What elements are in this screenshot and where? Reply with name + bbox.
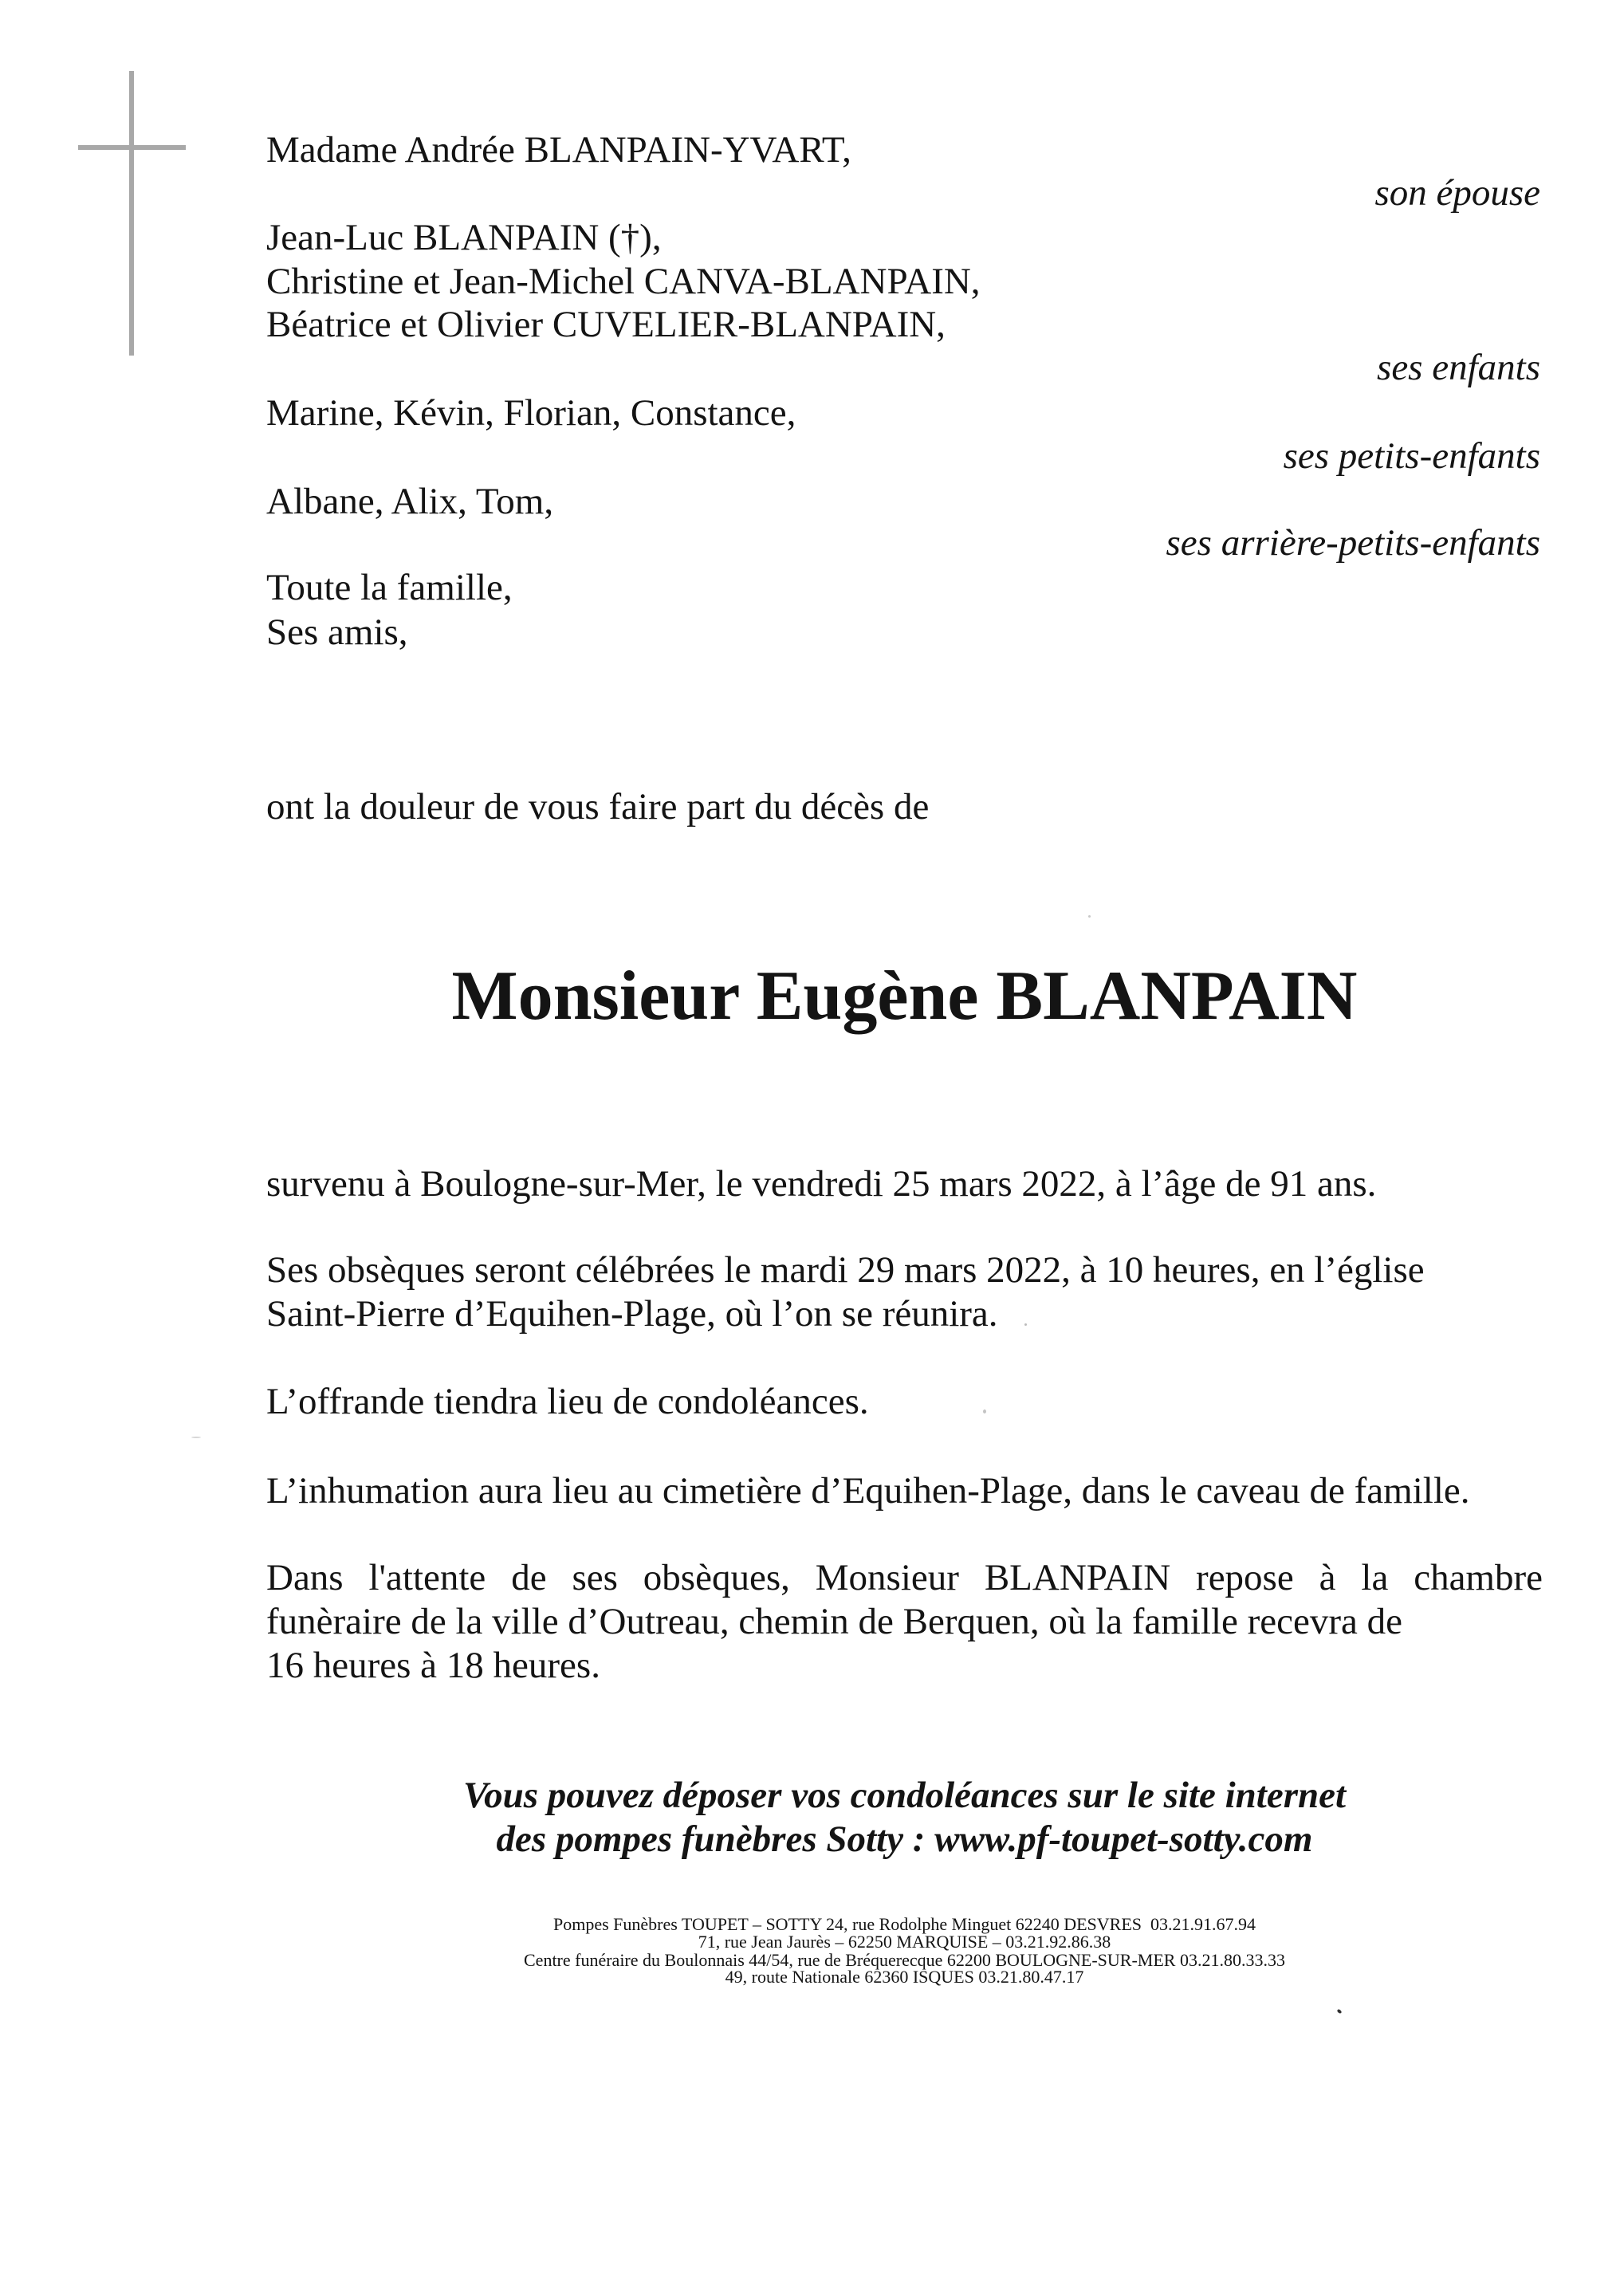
relation-label-grandchildren: ses petits-enfants [1283,435,1540,477]
cross-horizontal-bar [78,145,186,150]
scan-speck [1088,915,1091,918]
scan-speck [1336,2009,1342,2015]
grandchildren-names: Marine, Kévin, Florian, Constance, [266,392,796,434]
child-name: Jean-Luc BLANPAIN (†), [266,217,662,258]
family-line: Toute la famille, [266,567,513,608]
cross-vertical-bar [129,71,134,356]
relation-label-children: ses enfants [1377,347,1540,388]
friends-line: Ses amis, [266,611,408,653]
burial-text: L’inhumation aura lieu au cimetière d’Equihen-Plage, dans le caveau de famille. [266,1470,1470,1512]
condolences-line: Vous pouvez déposer vos condoléances sur le site internet [462,1775,1347,1816]
relation-label-spouse: son épouse [1374,172,1540,214]
visitation-line: 16 heures à 18 heures. [266,1645,600,1686]
visitation-line: funèraire de la ville d’Outreau, chemin de Berquen, où la famille recevra de [266,1601,1402,1642]
spouse-name: Madame Andrée BLANPAIN-YVART, [266,129,851,171]
footer-address-line: Centre funéraire du Boulonnais 44/54, rue de Bréquerecque 62200 BOULOGNE-SUR-MER 03.21.80.33.33 [524,1950,1285,1970]
child-name: Béatrice et Olivier CUVELIER-BLANPAIN, [266,304,946,345]
footer-address-line: 71, rue Jean Jaurès – 62250 MARQUISE – 03.21.92.86.38 [698,1932,1111,1952]
announcement-text: ont la douleur de vous faire part du décès de [266,786,930,828]
scan-speck [983,1409,986,1413]
relation-label-great-grandchildren: ses arrière-petits-enfants [1166,522,1540,564]
deceased-name-heading: Monsieur Eugène BLANPAIN [451,957,1358,1035]
great-grandchildren-names: Albane, Alix, Tom, [266,481,554,522]
scan-speck [1024,1323,1027,1326]
visitation-line: Dans l'attente de ses obsèques, Monsieur BLANPAIN repose à la chambre [266,1557,1543,1598]
scan-speck [191,1437,201,1438]
funeral-details-line: Ses obsèques seront célébrées le mardi 29 mars 2022, à 10 heures, en l’église [266,1249,1425,1291]
offering-text: L’offrande tiendra lieu de condoléances. [266,1381,869,1422]
footer-address-line: 49, route Nationale 62360 ISQUES 03.21.80.47.17 [725,1967,1084,1987]
cross-icon [78,71,186,356]
condolences-line: des pompes funèbres Sotty : www.pf-toupet-sotty.com [496,1818,1313,1860]
death-details: survenu à Boulogne-sur-Mer, le vendredi 25 mars 2022, à l’âge de 91 ans. [266,1163,1377,1205]
child-name: Christine et Jean-Michel CANVA-BLANPAIN, [266,261,981,302]
funeral-details-line: Saint-Pierre d’Equihen-Plage, où l’on se réunira. [266,1293,998,1335]
footer-address-line: Pompes Funèbres TOUPET – SOTTY 24, rue Rodolphe Minguet 62240 DESVRES 03.21.91.67.94 [552,1914,1256,1934]
